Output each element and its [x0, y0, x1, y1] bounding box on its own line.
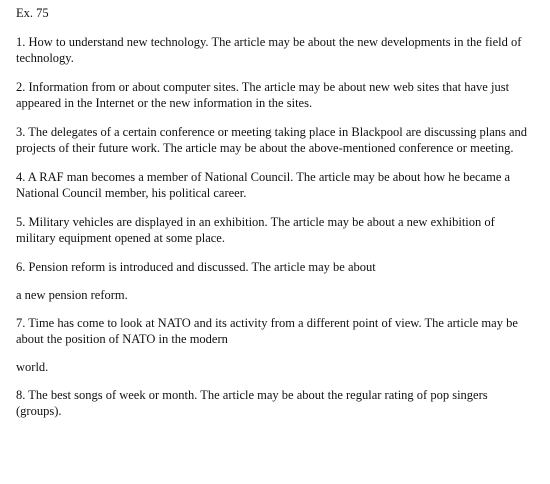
exercise-heading: Ex. 75: [16, 6, 49, 20]
paragraph-item-1: 1. How to understand new technology. The article may be about the new developments in the field of technology.: [16, 35, 522, 65]
paragraph-item-8: 8. The best songs of week or month. The article may be about the regular rating of pop singers (groups).: [16, 388, 488, 418]
paragraph-item-5: 5. Military vehicles are displayed in an exhibition. The article may be about a new exhibition of military equipment opened at some place.: [16, 215, 495, 245]
paragraph-item-7-continued: world.: [16, 360, 49, 374]
paragraph-item-4: 4. A RAF man becomes a member of National Council. The article may be about how he became a National Council member, his political career.: [16, 170, 511, 200]
paragraph-item-6: 6. Pension reform is introduced and discussed. The article may be about: [16, 260, 376, 274]
document-page: [16, 6, 536, 432]
paragraph-item-7: 7. Time has come to look at NATO and its activity from a different point of view. The article may be about the position of NATO in the modern: [16, 316, 518, 346]
paragraph-item-6-continued: a new pension reform.: [16, 288, 128, 302]
paragraph-item-3: 3. The delegates of a certain conference or meeting taking place in Blackpool are discussing plans and projects of their future work. The article may be about the above-mentioned conference or meeting.: [16, 125, 528, 155]
paragraph-item-2: 2. Information from or about computer sites. The article may be about new web sites that have just appeared in the Internet or the new information in the sites.: [16, 80, 510, 110]
